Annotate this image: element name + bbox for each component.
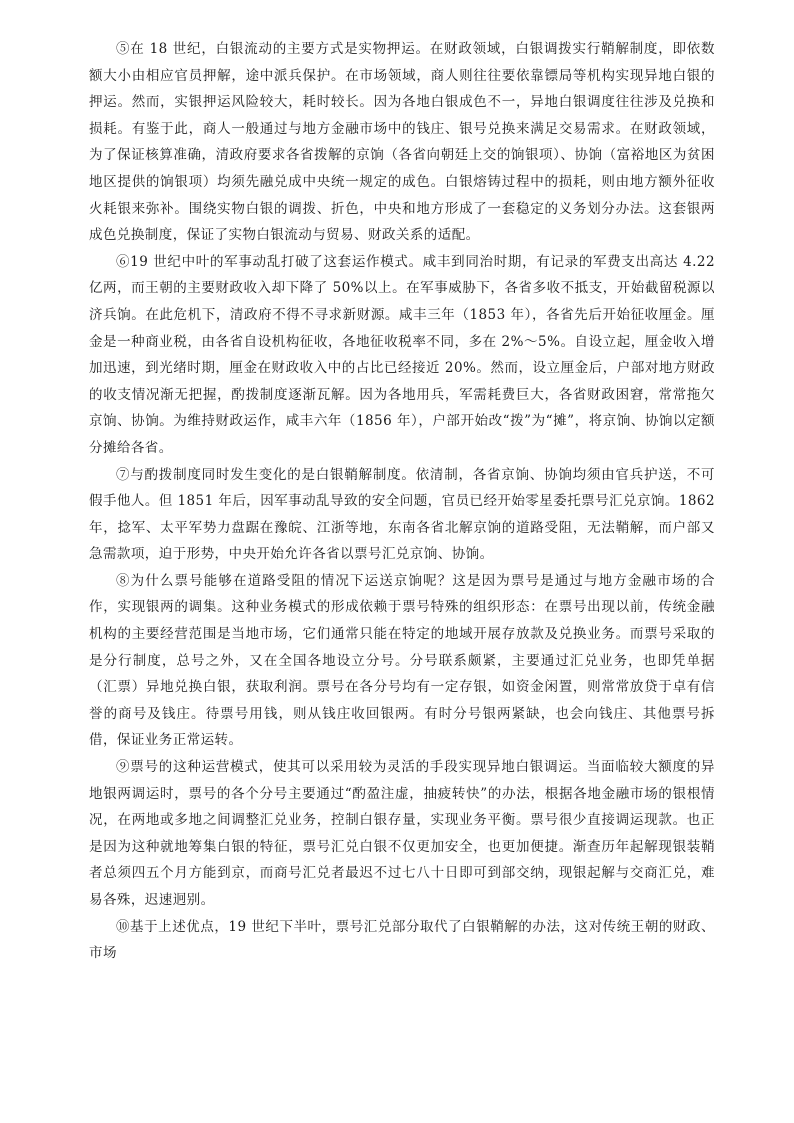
paragraph-5: ⑤在 18 世纪，白银流动的主要方式是实物押运。在财政领域，白银调拨实行鞘解制度，即依数额大小由相应官员押解，途中派兵保护。在市场领域，商人则往往要依靠镖局等机构实现异地白银的押运。然而，实银押运风险较大，耗时较长。因为各地白银成色不一，异地白银调度往往涉及兑换和损耗。有鉴于此，商人一般通过与地方金融市场中的钱庄、银号兑换来满足交易需求。在财政领域，为了保证核算准确，清政府要求各省拨解的京饷（各省向朝廷上交的饷银项）、协饷（富裕地区为贫困地区提供的饷银项）均须先融兑成中央统一规定的成色。白银熔铸过程中的损耗，则由地方额外征收火耗银来弥补。围绕实物白银的调拨、折色，中央和地方形成了一套稳定的义务划分办法。这套银两成色兑换制度，保证了实物白银流动与贸易、财政关系的适配。 — [89, 41, 715, 244]
paragraph-6: ⑥19 世纪中叶的军事动乱打破了这套运作模式。咸丰到同治时期，有记录的军费支出高达 4.22 亿两，而王朝的主要财政收入却下降了 50%以上。在军事威胁下，各省多收不抵支，开始截留税源以济兵饷。在此危机下，清政府不得不寻求新财源。咸丰三年（1853 年），各省先后开始征收厘金。厘金是一种商业税，由各省自设机构征收，各地征收税率不同，多在 2%～5%。自设立起，厘金收入增加迅速，到光绪时期，厘金在财政收入中的占比已经接近 20%。然而，设立厘金后，户部对地方财政的收支情况渐无把握，酌拨制度逐渐瓦解。因为各地用兵，军需耗费巨大，各省财政困窘，常常拖欠京饷、协饷。为维持财政运作，咸丰六年（1856 年），户部开始改“拨”为“摊”，将京饷、协饷以定额分摊给各省。 — [89, 253, 715, 456]
document-body — [89, 36, 715, 967]
paragraph-8: ⑧为什么票号能够在道路受阻的情况下运送京饷呢？这是因为票号是通过与地方金融市场的合作，实现银两的调集。这种业务模式的形成依赖于票号特殊的组织形态：在票号出现以前，传统金融机构的主要经营范围是当地市场，它们通常只能在特定的地域开展存放款及兑换业务。而票号采取的是分行制度，总号之外，又在全国各地设立分号。分号联系颇紧，主要通过汇兑业务，也即凭单据（汇票）异地兑换白银，获取利润。票号在各分号均有一定存银，如资金闲置，则常常放贷于卓有信誉的商号及钱庄。待票号用钱，则从钱庄收回银两。有时分号银两紧缺，也会向钱庄、其他票号拆借，保证业务正常运转。 — [89, 572, 715, 749]
paragraph-9: ⑨票号的这种运营模式，使其可以采用较为灵活的手段实现异地白银调运。当面临较大额度的异地银两调运时，票号的各个分号主要通过“酌盈注虚，抽疲转快”的办法，根据各地金融市场的银根情况，在两地或多地之间调整汇兑业务，控制白银存量，实现业务平衡。票号很少直接调运现款。也正是因为这种就地筹集白银的特征，票号汇兑白银不仅更加安全，也更加便捷。渐查历年起解现银装鞘者总须四五个月方能到京，而商号汇兑者最迟不过七八十日即可到部交纳，现银起解与交商汇兑，难易各殊，迟速迥别。 — [89, 759, 715, 908]
paragraph-7: ⑦与酌拨制度同时发生变化的是白银鞘解制度。依清制，各省京饷、协饷均须由官兵护送，不可假手他人。但 1851 年后，因军事动乱导致的安全问题，官员已经开始零星委托票号汇兑京饷。1862 年，捻军、太平军势力盘踞在豫皖、江浙等地，东南各省北解京饷的道路受阻，无法鞘解，而户部又急需款项，迫于形势，中央开始允许各省以票号汇兑京饷、协饷。 — [89, 466, 715, 563]
paragraph-10: ⑩基于上述优点，19 世纪下半叶，票号汇兑部分取代了白银鞘解的办法，这对传统王朝的财政、市场 — [89, 918, 715, 962]
